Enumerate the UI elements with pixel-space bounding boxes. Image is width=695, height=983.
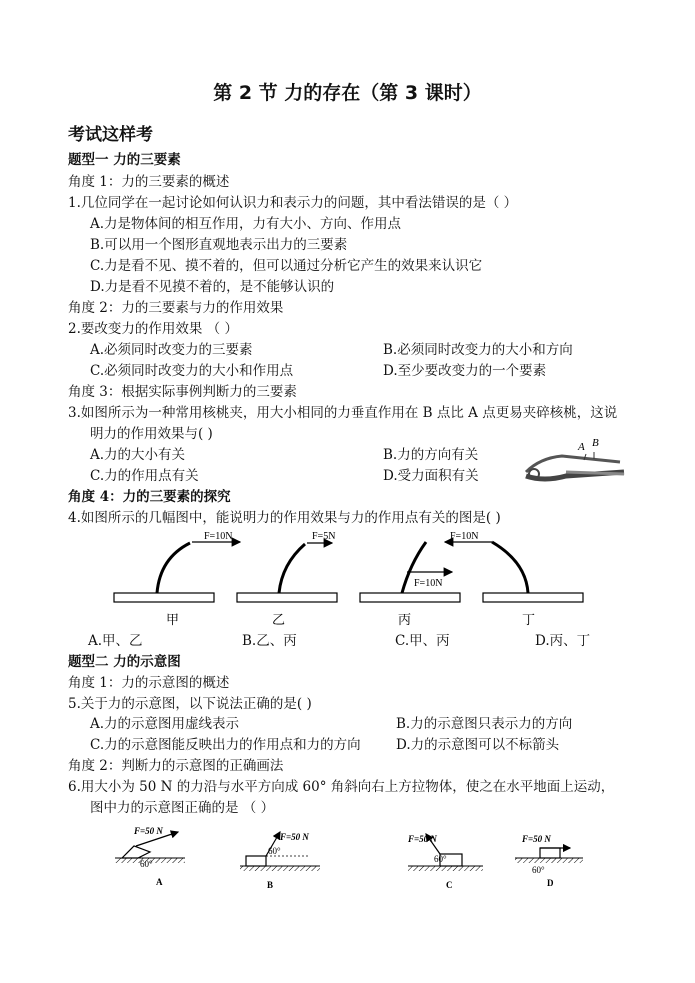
q4-figures [100, 528, 600, 634]
svg-text:A: A [156, 877, 163, 887]
q3-option-d: D.受力面积有关 [383, 468, 479, 484]
fig-bing-base [360, 593, 460, 602]
fig-jia-base [114, 593, 214, 602]
q4-option-b: B.乙、丙 [242, 633, 297, 649]
q1-option-c: C.力是看不见、摸不着的，但可以通过分析它产生的效果来认识它 [90, 258, 483, 274]
q3-stem-line2: 明力的作用效果与( ) [90, 426, 213, 442]
q2-option-b: B.必须同时改变力的大小和方向 [383, 342, 573, 358]
fig-bing-force: F=10N [414, 578, 443, 589]
q2-option-d: D.至少要改变力的一个要素 [383, 363, 547, 379]
q6-figures [100, 822, 600, 892]
svg-text:B: B [267, 880, 274, 890]
q5-option-d: D.力的示意图可以不标箭头 [396, 737, 560, 753]
type2-heading: 题型二 力的示意图 [68, 654, 181, 670]
fig-yi-rod [279, 544, 305, 593]
fig-yi-label: 乙 [272, 612, 286, 627]
fig-yi-base [237, 593, 337, 602]
svg-text:F=50 N: F=50 N [134, 826, 163, 836]
q3-option-a: A.力的大小有关 [90, 447, 186, 463]
fig-jia-rod [157, 543, 190, 593]
q1-option-a: A.力是物体间的相互作用，力有大小、方向、作用点 [90, 216, 402, 232]
type1-angle4: 角度 4：力的三要素的探究 [68, 489, 231, 505]
fig-ding-rod [492, 542, 528, 593]
svg-text:60°: 60° [140, 859, 153, 869]
q4-stem: 4.如图所示的几幅图中，能说明力的作用效果与力的作用点有关的图是( ) [68, 510, 501, 526]
q2-option-a: A.必须同时改变力的三要素 [90, 342, 253, 358]
q1-option-b: B.可以用一个图形直观地表示出力的三要素 [90, 237, 348, 253]
type1-angle1: 角度 1：力的三要素的概述 [68, 174, 230, 190]
q3-option-c: C.力的作用点有关 [90, 468, 199, 484]
nutcracker-label-b: B [592, 437, 599, 449]
fig-jia-force: F=10N [204, 531, 233, 542]
q4-option-a: A.甲、乙 [88, 633, 143, 649]
q6-figure-d [515, 834, 583, 888]
svg-text:60°: 60° [268, 846, 281, 856]
fig-bing-label: 丙 [398, 612, 412, 627]
svg-text:D: D [547, 878, 554, 888]
svg-text:F=50 N: F=50 N [522, 834, 551, 844]
q3-option-b: B.力的方向有关 [383, 447, 479, 463]
q6-figure-c [407, 834, 483, 890]
q6-figure-a [115, 826, 185, 887]
q5-option-b: B.力的示意图只表示力的方向 [396, 716, 573, 732]
q6-stem-line2: 图中力的示意图正确的是 （ ） [90, 800, 275, 816]
fig-ding-base [483, 593, 583, 602]
type1-heading: 题型一 力的三要素 [68, 152, 181, 168]
svg-text:C: C [446, 880, 453, 890]
q3-stem-line1: 3.如图所示为一种常用核桃夹，用大小相同的力垂直作用在 B 点比 A 点更易夹碎核桃，这说 [68, 405, 618, 421]
q2-stem: 2.要改变力的作用效果 （ ） [68, 321, 238, 337]
q6-stem-line1: 6.用大小为 50 N 的力沿与水平方向成 60° 角斜向右上方拉物体，使之在水平地面上运动， [68, 779, 615, 795]
q5-option-c: C.力的示意图能反映出力的作用点和力的方向 [90, 737, 361, 753]
q6-figure-b [240, 832, 320, 890]
q2-option-c: C.必须同时改变力的大小和作用点 [90, 363, 294, 379]
type1-angle3: 角度 3：根据实际事例判断力的三要素 [68, 384, 297, 400]
fig-ding-label: 丁 [522, 612, 536, 627]
type2-angle1: 角度 1：力的示意图的概述 [68, 675, 230, 691]
svg-text:60°: 60° [434, 854, 447, 864]
fig-yi-force: F=5N [312, 531, 336, 542]
nutcracker-label-a: A [578, 441, 585, 453]
svg-text:F=50 N: F=50 N [408, 834, 437, 844]
fig-ding-force: F=10N [450, 531, 479, 542]
fig-jia-label: 甲 [166, 612, 180, 627]
q5-option-a: A.力的示意图用虚线表示 [90, 716, 240, 732]
svg-text:F=50 N: F=50 N [280, 832, 309, 842]
q1-stem: 1.几位同学在一起讨论如何认识力和表示力的问题，其中看法错误的是（ ） [68, 195, 518, 211]
q5-stem: 5.关于力的示意图，以下说法正确的是( ) [68, 696, 312, 712]
page-title: 第 2 节 力的存在（第 3 课时） [213, 82, 482, 104]
section-heading: 考试这样考 [68, 125, 153, 145]
q4-option-c: C.甲、丙 [395, 633, 450, 649]
svg-text:60°: 60° [532, 865, 545, 875]
type1-angle2: 角度 2：力的三要素与力的作用效果 [68, 300, 284, 316]
q1-option-d: D.力是看不见摸不着的，是不能够认识的 [90, 279, 335, 295]
type2-angle2: 角度 2：判断力的示意图的正确画法 [68, 758, 284, 774]
nutcracker-figure [520, 432, 630, 494]
q4-option-d: D.丙、丁 [535, 633, 591, 649]
